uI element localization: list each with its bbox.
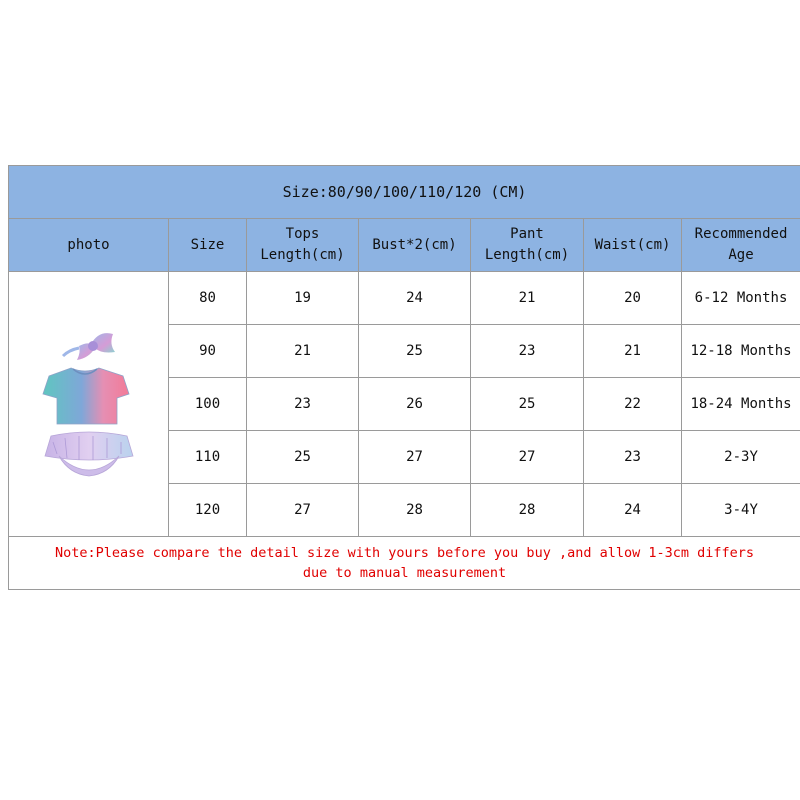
cell-size: 100: [169, 378, 247, 431]
cell-bust: 25: [359, 325, 471, 378]
cell-age: 12-18 Months: [682, 325, 800, 378]
photo-cell: [9, 272, 169, 537]
header-recommended-age: [682, 219, 800, 272]
cell-bust: 24: [359, 272, 471, 325]
note-row: [9, 537, 800, 590]
cell-pant: 23: [471, 325, 584, 378]
cell-size: 90: [169, 325, 247, 378]
cell-pant: 25: [471, 378, 584, 431]
header-tops-length: [247, 219, 359, 272]
header-tops-line1: Tops: [285, 226, 320, 242]
cell-waist: 23: [584, 431, 682, 484]
cell-pant: 21: [471, 272, 584, 325]
note-line1: Note:Please compare the detail size with yours before you buy ,and allow 1-3cm differs: [55, 545, 755, 561]
cell-size: 120: [169, 484, 247, 537]
cell-size: 110: [169, 431, 247, 484]
title-row: [9, 166, 800, 219]
table-title: Size:80/90/100/110/120 (CM): [9, 166, 800, 219]
header-row: [9, 219, 800, 272]
cell-age: 6-12 Months: [682, 272, 800, 325]
cell-age: 2-3Y: [682, 431, 800, 484]
note-line2: due to manual measurement: [302, 565, 507, 581]
header-photo: photo: [9, 219, 169, 272]
header-tops-line2: Length(cm): [260, 247, 345, 263]
cell-tops: 27: [247, 484, 359, 537]
cell-age: 3-4Y: [682, 484, 800, 537]
header-age-line1: Recommended: [694, 226, 788, 242]
cell-size: 80: [169, 272, 247, 325]
cell-age: 18-24 Months: [682, 378, 800, 431]
cell-tops: 19: [247, 272, 359, 325]
header-size: Size: [169, 219, 247, 272]
cell-tops: 25: [247, 431, 359, 484]
header-pant-line2: Length(cm): [484, 247, 570, 263]
cell-pant: 28: [471, 484, 584, 537]
cell-pant: 27: [471, 431, 584, 484]
note-cell: [9, 537, 800, 590]
header-age-line2: Age: [728, 247, 754, 263]
tie-dye-outfit-icon: [9, 324, 168, 484]
header-pant-length: [471, 219, 584, 272]
header-waist: Waist(cm): [584, 219, 682, 272]
table-row: [9, 272, 800, 325]
cell-bust: 27: [359, 431, 471, 484]
size-chart: [8, 165, 800, 590]
size-table: [8, 165, 800, 590]
cell-waist: 24: [584, 484, 682, 537]
header-pant-line1: Pant: [510, 226, 544, 242]
header-bust: Bust*2(cm): [359, 219, 471, 272]
cell-tops: 21: [247, 325, 359, 378]
cell-waist: 22: [584, 378, 682, 431]
cell-bust: 28: [359, 484, 471, 537]
cell-tops: 23: [247, 378, 359, 431]
cell-waist: 20: [584, 272, 682, 325]
cell-bust: 26: [359, 378, 471, 431]
cell-waist: 21: [584, 325, 682, 378]
